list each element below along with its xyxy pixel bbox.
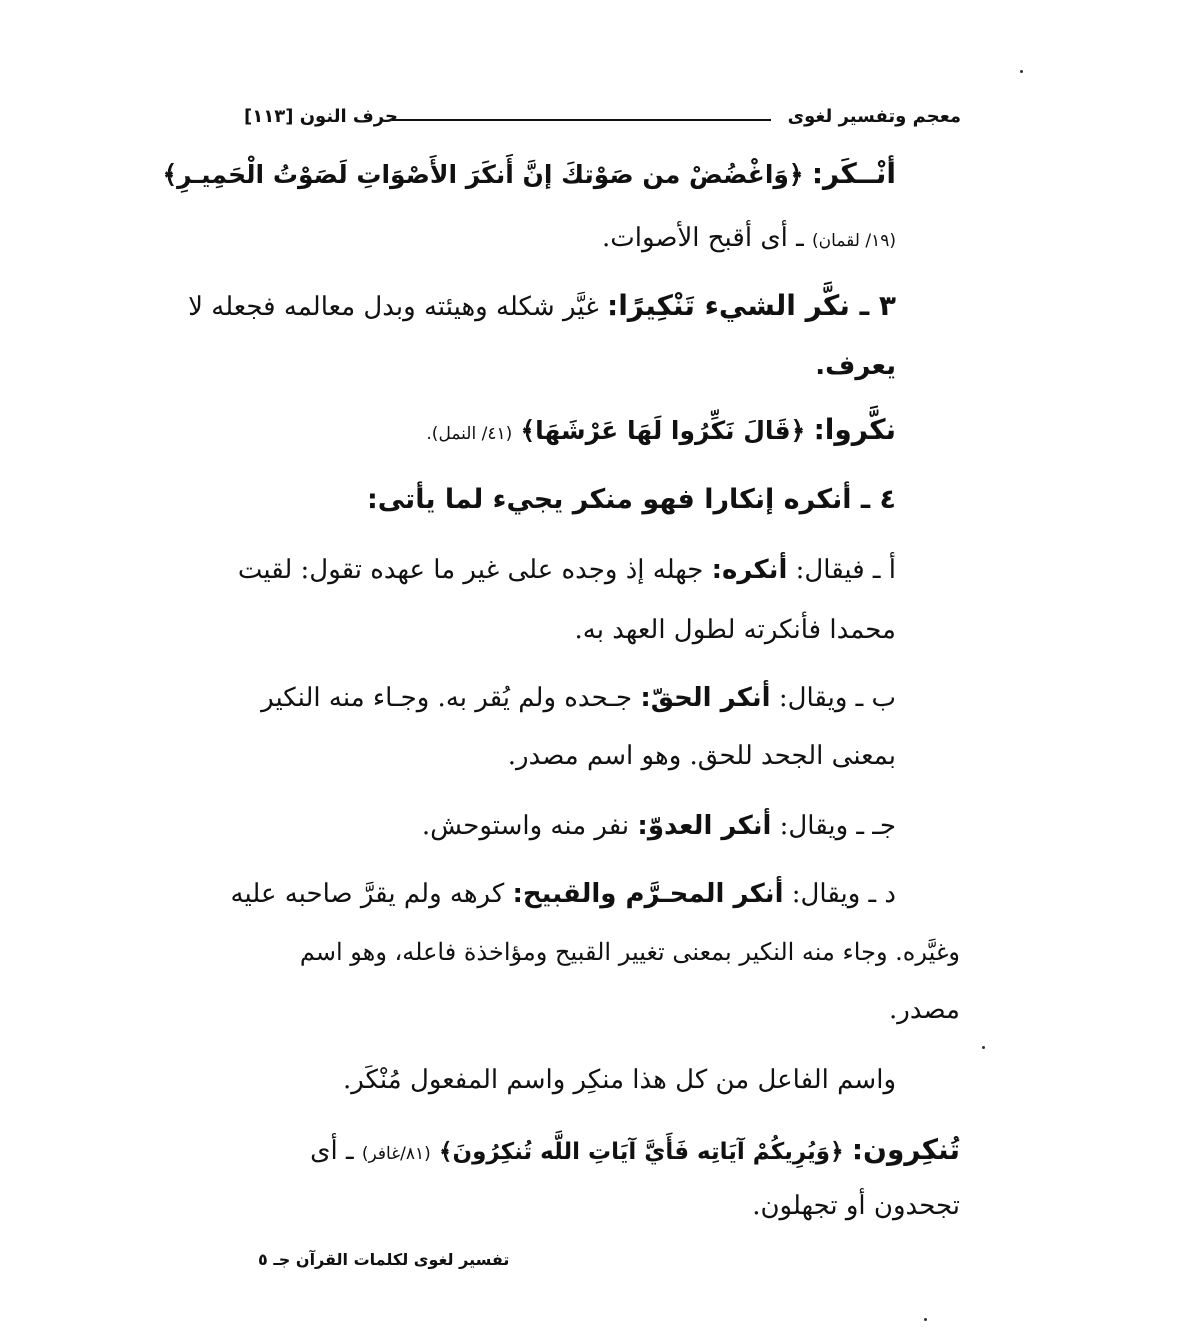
line-11: [422, 806, 896, 846]
line-15: [343, 1060, 896, 1100]
item-prefix: د ـ ويقال:: [791, 879, 896, 909]
item-prefix: أ ـ فيقال:: [795, 555, 896, 585]
term: أنكره:: [711, 555, 788, 585]
line-14: [889, 990, 960, 1030]
page-footer: تفسير لغوى لكلمات القرآن جـ ٥: [258, 1250, 510, 1269]
verse-reference: (١٩/ لقمان): [812, 231, 896, 251]
definition-text: يعرف.: [815, 351, 896, 381]
term: أنكر المحـرَّم والقبيح:: [512, 879, 784, 909]
scan-speck: [982, 1046, 985, 1049]
line-6: [367, 480, 896, 520]
quran-verse: ﴿وَيُرِيكُمْ آيَاتِه فَأَيَّ آيَاتِ اللَّه تُنكِرُونَ﴾: [439, 1139, 844, 1165]
definition-text: مصدر.: [889, 995, 960, 1025]
definition-text: نفر منه واستوحش.: [421, 811, 630, 841]
term: أنكر الحقّ:: [640, 683, 771, 713]
definition-text: جهله إذ وجده على غير ما عهده تقول: لقيت: [237, 555, 704, 585]
line-3: [188, 286, 896, 327]
definition-text: واسم الفاعل من كل هذا منكِر واسم المفعول مُنْكَر.: [342, 1065, 896, 1095]
term: أنكر العدوّ:: [637, 811, 772, 841]
header-rule: [392, 119, 771, 121]
quran-verse: ﴿وَاغْضُضْ من صَوْتكَ إنَّ أَنكَرَ الأَصْوَاتِ لَصَوْتُ الْحَمِيـرِ﴾: [162, 160, 804, 189]
definition-text: كرهه ولم يقرَّ صاحبه عليه: [230, 879, 505, 909]
definition-text: تجحدون أو تجهلون.: [752, 1191, 960, 1221]
definition-text: بمعنى الجحد للحق. وهو اسم مصدر.: [507, 741, 896, 771]
definition-text: ـ أى أقبح الأصوات.: [601, 223, 804, 253]
section-heading: ٤ ـ أنكره إنكارا فهو منكر يجيء لما يأتى:: [366, 484, 896, 515]
item-prefix: ب ـ ويقال:: [778, 683, 896, 713]
line-10: [508, 736, 896, 776]
line-5: [426, 410, 896, 454]
item-prefix: جـ ـ ويقال:: [779, 811, 896, 841]
section-heading: ٣ ـ نكَّر الشيء تَنْكِيرًا:: [607, 289, 896, 322]
quran-verse: ﴿قَالَ نَكِّرُوا لَهَا عَرْشَهَا﴾: [520, 416, 806, 445]
line-7: [238, 550, 896, 590]
line-17: [752, 1186, 960, 1226]
scan-speck: [1020, 70, 1023, 73]
definition-text: وغيَّره. وجاء منه النكير بمعنى تغيير القبيح ومؤاخذة فاعله، وهو اسم: [299, 938, 960, 966]
line-4: [815, 346, 896, 386]
line-12: [231, 874, 896, 914]
headword: نكَّروا:: [813, 413, 896, 446]
line-8: [575, 610, 896, 650]
chapter-page-label: حرف النون [١١٣]: [244, 106, 398, 127]
line-9: [261, 678, 896, 718]
definition-text: غيَّر شكله وهيئته وبدل معالمه فجعله لا: [188, 292, 599, 322]
book-title: معجم وتفسير لغوى: [787, 106, 961, 127]
definition-text: ـ أى: [310, 1136, 354, 1166]
definition-text: محمدا فأنكرته لطول العهد به.: [574, 615, 896, 645]
headword: تُنكِرون:: [851, 1133, 960, 1166]
line-1: [162, 154, 896, 195]
line-2: [602, 218, 896, 261]
definition-text: جـحده ولم يُقر به. وجـاء منه النكير: [261, 683, 633, 713]
line-16: [310, 1130, 960, 1174]
headword: أنْــكَر:: [811, 157, 896, 190]
verse-reference: (٨١/غافر): [361, 1144, 431, 1164]
running-header: [244, 104, 961, 134]
verse-reference: (٤١/ النمل).: [426, 424, 513, 444]
scan-speck: [924, 1318, 927, 1321]
line-13: [300, 932, 960, 972]
